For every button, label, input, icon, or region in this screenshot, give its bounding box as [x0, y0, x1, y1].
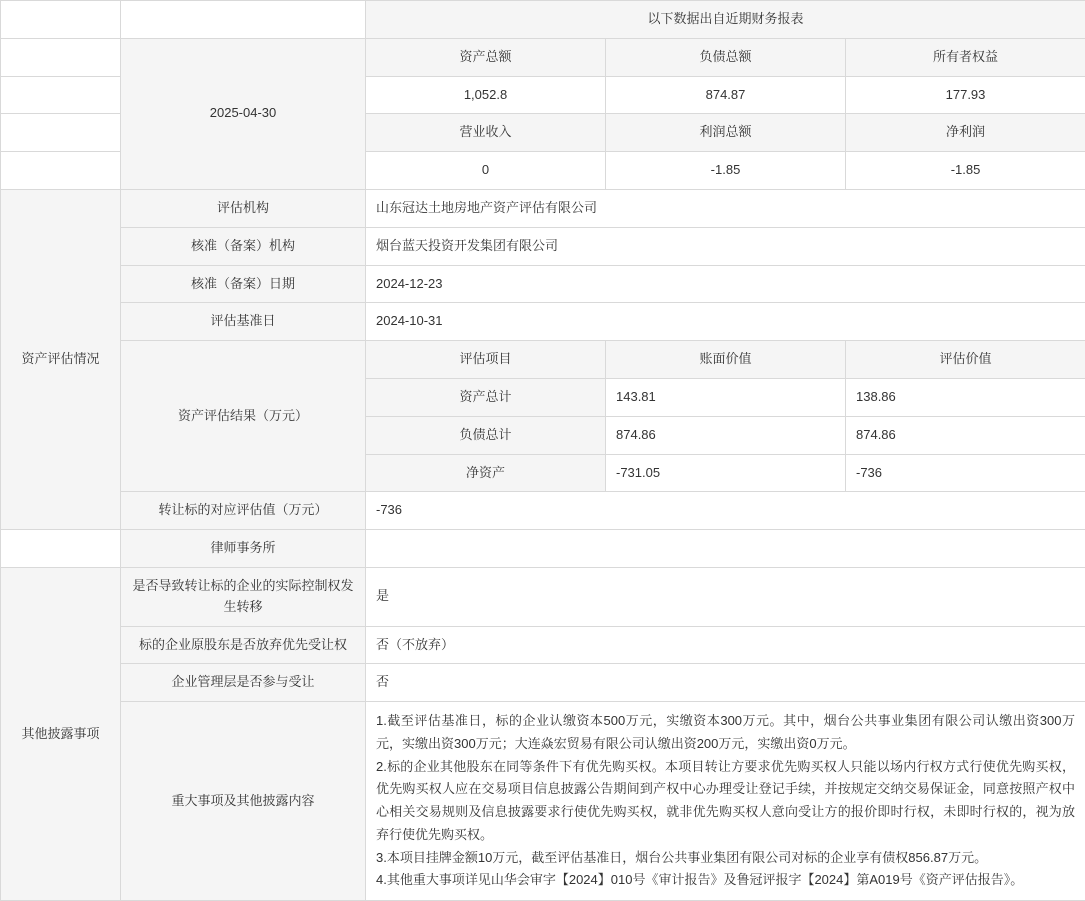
book-value-total-assets: 143.81	[606, 378, 846, 416]
major-event-paragraph: 3.本项目挂牌金额10万元，截至评估基准日，烟台公共事业集团有限公司对标的企业享有债权856.87万元。	[376, 847, 1075, 870]
value-operating-revenue: 0	[366, 152, 606, 190]
value-transfer-appraised-value: -736	[366, 492, 1085, 530]
row-label-net-assets: 净资产	[366, 454, 606, 492]
label-valuation-base-date: 评估基准日	[121, 303, 366, 341]
appraised-value-total-assets: 138.86	[846, 378, 1085, 416]
empty-cell-left	[1, 152, 121, 190]
label-control-transfer: 是否导致转让标的企业的实际控制权发生转移	[121, 567, 366, 626]
section-title-disclosure: 其他披露事项	[1, 567, 121, 900]
label-approval-agency: 核准（备案）机构	[121, 227, 366, 265]
table-row	[1, 530, 1085, 568]
value-approval-date: 2024-12-23	[366, 265, 1085, 303]
value-management-participation: 否	[366, 664, 1085, 702]
major-event-paragraph: 1.截至评估基准日，标的企业认缴资本500万元，实缴资本300万元。其中，烟台公共事业集团有限公司认缴出资300万元，实缴出资300万元；大连焱宏贸易有限公司认缴出资200万元，实缴出资0万元。	[376, 710, 1075, 756]
label-approval-date: 核准（备案）日期	[121, 265, 366, 303]
col-header-total-liabilities: 负债总额	[606, 38, 846, 76]
empty-cell-left	[1, 530, 121, 568]
value-total-liabilities: 874.87	[606, 76, 846, 114]
label-major-events: 重大事项及其他披露内容	[121, 702, 366, 901]
value-approval-agency: 烟台蓝天投资开发集团有限公司	[366, 227, 1085, 265]
major-event-paragraph: 2.标的企业其他股东在同等条件下有优先购买权。本项目转让方要求优先购买权人只能以场内行权方式行使优先购买权，优先购买权人应在交易项目信息披露公告期间到产权中心办理受让登记手续，并按规定交纳交易保证金，同意按照产权中心相关交易规则及信息披露要求行使优先购买权，就非优先购买权人意向受让方的报价即时行权，未即时行权的，视为放弃行使优先购买权。	[376, 756, 1075, 847]
empty-cell-left	[1, 76, 121, 114]
col-header-net-profit: 净利润	[846, 114, 1085, 152]
col-header-appraisal-item: 评估项目	[366, 341, 606, 379]
col-header-total-assets: 资产总额	[366, 38, 606, 76]
row-label-total-liabilities: 负债总计	[366, 416, 606, 454]
table-row	[1, 1, 1085, 39]
col-header-owners-equity: 所有者权益	[846, 38, 1085, 76]
financial-banner: 以下数据出自近期财务报表	[366, 1, 1085, 39]
table-row	[1, 567, 1085, 626]
value-law-firm	[366, 530, 1085, 568]
table-row	[1, 664, 1085, 702]
value-total-assets: 1,052.8	[366, 76, 606, 114]
label-appraisal-result: 资产评估结果（万元）	[121, 341, 366, 492]
table-row	[1, 702, 1085, 901]
empty-cell-left	[1, 38, 121, 76]
appraised-value-total-liabilities: 874.86	[846, 416, 1085, 454]
value-owners-equity: 177.93	[846, 76, 1085, 114]
book-value-net-assets: -731.05	[606, 454, 846, 492]
label-waive-preemptive-right: 标的企业原股东是否放弃优先受让权	[121, 626, 366, 664]
value-total-profit: -1.85	[606, 152, 846, 190]
value-appraisal-agency: 山东冠达土地房地产资产评估有限公司	[366, 189, 1085, 227]
section-title-appraisal: 资产评估情况	[1, 189, 121, 529]
label-appraisal-agency: 评估机构	[121, 189, 366, 227]
label-law-firm: 律师事务所	[121, 530, 366, 568]
label-management-participation: 企业管理层是否参与受让	[121, 664, 366, 702]
table-row	[1, 341, 1085, 379]
value-control-transfer: 是	[366, 567, 1085, 626]
table-row	[1, 626, 1085, 664]
table-row	[1, 189, 1085, 227]
col-header-book-value: 账面价值	[606, 341, 846, 379]
empty-cell-left	[1, 1, 121, 39]
value-major-events	[366, 702, 1085, 901]
row-label-total-assets: 资产总计	[366, 378, 606, 416]
table-row	[1, 265, 1085, 303]
col-header-appraised-value: 评估价值	[846, 341, 1085, 379]
label-transfer-appraised-value: 转让标的对应评估值（万元）	[121, 492, 366, 530]
value-valuation-base-date: 2024-10-31	[366, 303, 1085, 341]
empty-cell-left	[1, 114, 121, 152]
table-row	[1, 38, 1085, 76]
table-row	[1, 303, 1085, 341]
appraised-value-net-assets: -736	[846, 454, 1085, 492]
major-event-paragraph: 4.其他重大事项详见山华会审字【2024】010号《审计报告》及鲁冠评报字【2024】第A019号《资产评估报告》。	[376, 869, 1075, 892]
value-net-profit: -1.85	[846, 152, 1085, 190]
financial-date: 2025-04-30	[121, 38, 366, 189]
col-header-operating-revenue: 营业收入	[366, 114, 606, 152]
col-header-total-profit: 利润总额	[606, 114, 846, 152]
value-waive-preemptive-right: 否（不放弃）	[366, 626, 1085, 664]
book-value-total-liabilities: 874.86	[606, 416, 846, 454]
empty-cell-label	[121, 1, 366, 39]
table-row	[1, 492, 1085, 530]
table-row	[1, 227, 1085, 265]
